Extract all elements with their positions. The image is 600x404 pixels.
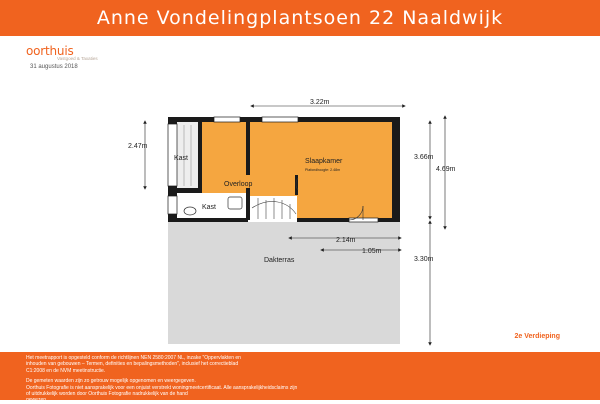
label-dakterras: Dakterras	[264, 257, 295, 264]
disclaimer-line: inhouden van gebouwen – Termen, definities en bepalingsmethoden", inclusief het correctieblad	[26, 361, 239, 368]
logo-name: oorthuis	[26, 44, 74, 58]
disclaimer-line: gewezen.	[26, 397, 48, 404]
dim-width-top: 3.22m	[310, 99, 330, 106]
dim-terrace-width: 2.14m	[336, 237, 356, 244]
disclaimer-footer	[0, 352, 600, 404]
dim-height-room: 3.66m	[414, 154, 434, 161]
terrace-area	[168, 222, 400, 344]
dim-height-left: 2.47m	[128, 143, 148, 150]
label-slaapkamer: Slaapkamer	[305, 158, 343, 165]
disclaimer-line: Het meetrapport is opgesteld conform de richtlijnen NEN 2580:2007 NL, inzake "Oppervlakten en	[26, 355, 241, 361]
label-overloop: Overloop	[224, 181, 253, 188]
floor-label: 2e Verdieping	[514, 333, 560, 340]
dim-small-width: 1.05m	[362, 248, 382, 255]
disclaimer-line: De gemeten waarden zijn zo getrouw mogelijk opgenomen en weergegeven.	[26, 378, 196, 385]
label-plafondhoogte: Plafondhoogte: 2.48m	[305, 168, 341, 172]
overloop-fill	[202, 122, 248, 188]
disclaimer-line: Oorthuis Fotografie is niet aansprakelijk voor een onjuist verstrekt woningmeetcertificaat. Alle aansprakelijkheidsclaims zijn	[26, 384, 298, 391]
report-date: 31 augustus 2018	[30, 64, 78, 70]
dim-terrace-height: 3.30m	[414, 256, 434, 263]
disclaimer-line: C1:2008 en de NVM meetinstructie.	[26, 367, 106, 374]
toilet-icon	[184, 207, 196, 215]
label-kast-top: Kast	[174, 155, 189, 162]
page-title: Anne Vondelingplantsoen 22 Naaldwijk	[96, 7, 504, 29]
dim-height-total: 4.69m	[436, 166, 456, 173]
sink-icon	[228, 197, 242, 209]
label-kast-bottom: Kast	[202, 204, 217, 211]
logo-subtitle: Vastgoed & Taxaties	[57, 56, 98, 61]
disclaimer-line: of uitdrukkelijk worden door Oorthuis Fotografie nadrukkelijk van de hand	[26, 391, 188, 398]
